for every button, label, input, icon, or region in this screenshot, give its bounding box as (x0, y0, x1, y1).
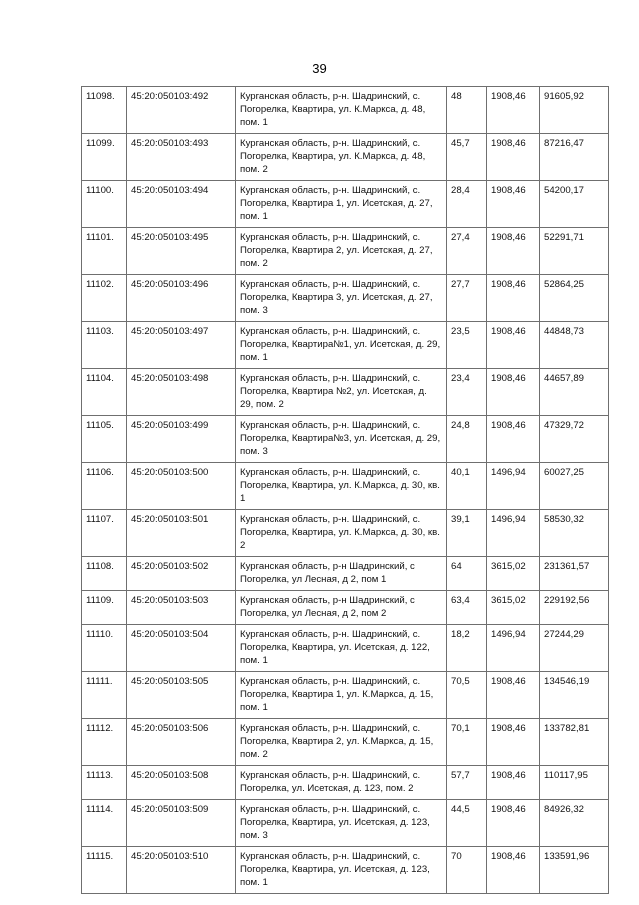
row-number-cell: 11107. (82, 510, 127, 557)
area-cell: 40,1 (447, 463, 487, 510)
cost-cell: 60027,25 (540, 463, 609, 510)
rate-cell: 3615,02 (487, 591, 540, 625)
table-row (82, 800, 609, 847)
table-row (82, 847, 609, 894)
cadastral-number-cell: 45:20:050103:495 (127, 228, 236, 275)
rate-cell: 1908,46 (487, 228, 540, 275)
rate-cell: 1908,46 (487, 134, 540, 181)
cadastral-number-cell: 45:20:050103:498 (127, 369, 236, 416)
cadastral-number-cell: 45:20:050103:502 (127, 557, 236, 591)
address-cell: Курганская область, р-н. Шадринский, с. Погорелка, Квартира, ул. К.Маркса, д. 30, кв. 2 (236, 510, 447, 557)
rate-cell: 1908,46 (487, 87, 540, 134)
address-cell: Курганская область, р-н. Шадринский, с. Погорелка, Квартира №2, ул. Исетская, д. 29, пом. 2 (236, 369, 447, 416)
cost-cell: 84926,32 (540, 800, 609, 847)
row-number-cell: 11110. (82, 625, 127, 672)
table-row (82, 557, 609, 591)
rate-cell: 3615,02 (487, 557, 540, 591)
area-cell: 70,5 (447, 672, 487, 719)
area-cell: 48 (447, 87, 487, 134)
area-cell: 70,1 (447, 719, 487, 766)
cadastral-number-cell: 45:20:050103:506 (127, 719, 236, 766)
cost-cell: 27244,29 (540, 625, 609, 672)
table-row (82, 766, 609, 800)
area-cell: 39,1 (447, 510, 487, 557)
rate-cell: 1908,46 (487, 181, 540, 228)
address-cell: Курганская область, р-н. Шадринский, с. Погорелка, ул. Исетская, д. 123, пом. 2 (236, 766, 447, 800)
table-row (82, 719, 609, 766)
address-cell: Курганская область, р-н. Шадринский, с. Погорелка, Квартира, ул. К.Маркса, д. 30, кв. 1 (236, 463, 447, 510)
cost-cell: 91605,92 (540, 87, 609, 134)
address-cell: Курганская область, р-н. Шадринский, с. Погорелка, Квартира№1, ул. Исетская, д. 29, пом. 1 (236, 322, 447, 369)
cost-cell: 110117,95 (540, 766, 609, 800)
address-cell: Курганская область, р-н. Шадринский, с. Погорелка, Квартира 3, ул. Исетская, д. 27, пом. 3 (236, 275, 447, 322)
rate-cell: 1496,94 (487, 625, 540, 672)
area-cell: 57,7 (447, 766, 487, 800)
registry-table (81, 86, 609, 894)
cadastral-number-cell: 45:20:050103:494 (127, 181, 236, 228)
cost-cell: 87216,47 (540, 134, 609, 181)
area-cell: 23,5 (447, 322, 487, 369)
address-cell: Курганская область, р-н. Шадринский, с. Погорелка, Квартира, ул. Исетская, д. 122, пом. 1 (236, 625, 447, 672)
table-row (82, 625, 609, 672)
cost-cell: 54200,17 (540, 181, 609, 228)
cost-cell: 229192,56 (540, 591, 609, 625)
table-row (82, 228, 609, 275)
table-row (82, 510, 609, 557)
cost-cell: 134546,19 (540, 672, 609, 719)
row-number-cell: 11098. (82, 87, 127, 134)
rate-cell: 1496,94 (487, 463, 540, 510)
cadastral-number-cell: 45:20:050103:504 (127, 625, 236, 672)
rate-cell: 1908,46 (487, 416, 540, 463)
rate-cell: 1908,46 (487, 766, 540, 800)
address-cell: Курганская область, р-н Шадринский, с Погорелка, ул Лесная, д 2, пом 1 (236, 557, 447, 591)
cadastral-number-cell: 45:20:050103:493 (127, 134, 236, 181)
cadastral-number-cell: 45:20:050103:510 (127, 847, 236, 894)
rate-cell: 1496,94 (487, 510, 540, 557)
cadastral-number-cell: 45:20:050103:503 (127, 591, 236, 625)
row-number-cell: 11099. (82, 134, 127, 181)
cadastral-number-cell: 45:20:050103:500 (127, 463, 236, 510)
row-number-cell: 11112. (82, 719, 127, 766)
row-number-cell: 11105. (82, 416, 127, 463)
page-number: 39 (312, 61, 327, 76)
row-number-cell: 11100. (82, 181, 127, 228)
address-cell: Курганская область, р-н. Шадринский, с. Погорелка, Квартира, ул. К.Маркса, д. 48, пом. 1 (236, 87, 447, 134)
area-cell: 45,7 (447, 134, 487, 181)
registry-table-body (82, 87, 609, 894)
area-cell: 44,5 (447, 800, 487, 847)
address-cell: Курганская область, р-н. Шадринский, с. Погорелка, Квартира№3, ул. Исетская, д. 29, пом. 3 (236, 416, 447, 463)
row-number-cell: 11103. (82, 322, 127, 369)
area-cell: 64 (447, 557, 487, 591)
area-cell: 27,7 (447, 275, 487, 322)
address-cell: Курганская область, р-н. Шадринский, с. Погорелка, Квартира 1, ул. Исетская, д. 27, пом. 1 (236, 181, 447, 228)
cost-cell: 133591,96 (540, 847, 609, 894)
table-row (82, 369, 609, 416)
table-row (82, 463, 609, 510)
table-row (82, 672, 609, 719)
table-row (82, 134, 609, 181)
cadastral-number-cell: 45:20:050103:505 (127, 672, 236, 719)
address-cell: Курганская область, р-н. Шадринский, с. Погорелка, Квартира, ул. Исетская, д. 123, пом. 1 (236, 847, 447, 894)
cadastral-number-cell: 45:20:050103:497 (127, 322, 236, 369)
address-cell: Курганская область, р-н. Шадринский, с. Погорелка, Квартира 1, ул. К.Маркса, д. 15, пом. 1 (236, 672, 447, 719)
cost-cell: 52864,25 (540, 275, 609, 322)
cost-cell: 58530,32 (540, 510, 609, 557)
table-row (82, 181, 609, 228)
cadastral-number-cell: 45:20:050103:508 (127, 766, 236, 800)
rate-cell: 1908,46 (487, 369, 540, 416)
row-number-cell: 11111. (82, 672, 127, 719)
row-number-cell: 11108. (82, 557, 127, 591)
address-cell: Курганская область, р-н. Шадринский, с. Погорелка, Квартира 2, ул. Исетская, д. 27, пом. 2 (236, 228, 447, 275)
table-row (82, 322, 609, 369)
address-cell: Курганская область, р-н. Шадринский, с. Погорелка, Квартира, ул. Исетская, д. 123, пом. 3 (236, 800, 447, 847)
table-row (82, 591, 609, 625)
rate-cell: 1908,46 (487, 800, 540, 847)
address-cell: Курганская область, р-н. Шадринский, с. Погорелка, Квартира 2, ул. К.Маркса, д. 15, пом. 2 (236, 719, 447, 766)
area-cell: 28,4 (447, 181, 487, 228)
area-cell: 23,4 (447, 369, 487, 416)
cadastral-number-cell: 45:20:050103:496 (127, 275, 236, 322)
row-number-cell: 11115. (82, 847, 127, 894)
cost-cell: 44848,73 (540, 322, 609, 369)
row-number-cell: 11113. (82, 766, 127, 800)
row-number-cell: 11114. (82, 800, 127, 847)
rate-cell: 1908,46 (487, 719, 540, 766)
rate-cell: 1908,46 (487, 672, 540, 719)
row-number-cell: 11104. (82, 369, 127, 416)
cost-cell: 52291,71 (540, 228, 609, 275)
rate-cell: 1908,46 (487, 275, 540, 322)
address-cell: Курганская область, р-н. Шадринский, с. Погорелка, Квартира, ул. К.Маркса, д. 48, пом. 2 (236, 134, 447, 181)
rate-cell: 1908,46 (487, 322, 540, 369)
cost-cell: 231361,57 (540, 557, 609, 591)
cadastral-number-cell: 45:20:050103:499 (127, 416, 236, 463)
cost-cell: 47329,72 (540, 416, 609, 463)
table-row (82, 416, 609, 463)
address-cell: Курганская область, р-н Шадринский, с Погорелка, ул Лесная, д 2, пом 2 (236, 591, 447, 625)
area-cell: 63,4 (447, 591, 487, 625)
cadastral-number-cell: 45:20:050103:509 (127, 800, 236, 847)
row-number-cell: 11109. (82, 591, 127, 625)
row-number-cell: 11102. (82, 275, 127, 322)
table-row (82, 87, 609, 134)
area-cell: 24,8 (447, 416, 487, 463)
row-number-cell: 11106. (82, 463, 127, 510)
row-number-cell: 11101. (82, 228, 127, 275)
area-cell: 18,2 (447, 625, 487, 672)
cost-cell: 133782,81 (540, 719, 609, 766)
cost-cell: 44657,89 (540, 369, 609, 416)
area-cell: 70 (447, 847, 487, 894)
cadastral-number-cell: 45:20:050103:501 (127, 510, 236, 557)
cadastral-number-cell: 45:20:050103:492 (127, 87, 236, 134)
rate-cell: 1908,46 (487, 847, 540, 894)
table-row (82, 275, 609, 322)
area-cell: 27,4 (447, 228, 487, 275)
